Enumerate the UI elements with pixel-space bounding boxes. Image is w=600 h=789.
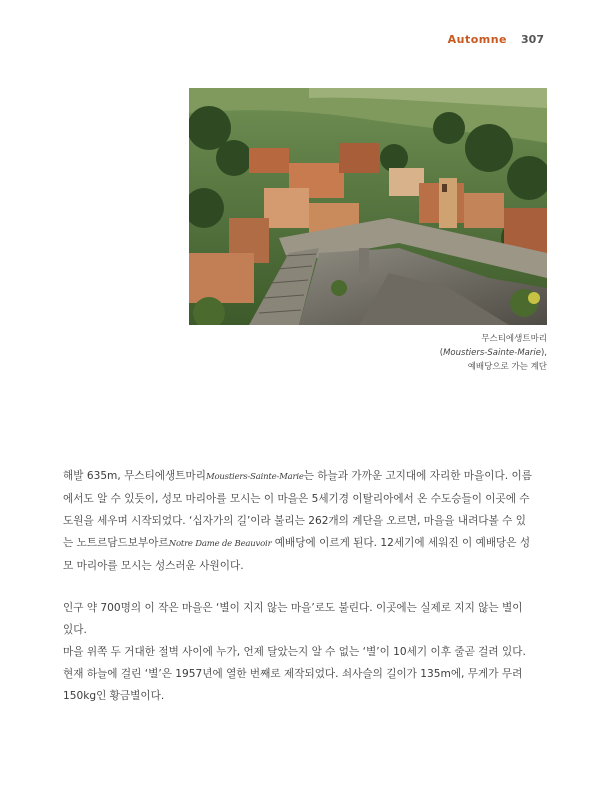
caption-line-2: (Moustiers-Sainte-Marie), xyxy=(439,348,547,358)
paragraph-1: 해발 635m, 무스티에생트마리Moustiers-Sainte-Marie는 하늘과 가까운 고지대에 자리한 마을이다. 이름에서도 알 수 있듯이, 성모 마리아를 모시는 이 마을은 5세기경 이탈리아에서 온 수도승들이 이곳에 수도원을 세우며 시작되었다. ‘십자가의 길’이라 불리는 262개의 계단을 오르면, 마을을 내려다볼 수 있는 노트르담드보부아르Notre Dame de Beauvoir 예배당에 이르게 된다. 12세기에 세워진 이 예배당은 성모 마리아를 모시는 성스러운 사원이다. xyxy=(63,470,532,572)
paragraph-2: 인구 약 700명의 이 작은 마을은 ‘별이 지지 않는 마을’로도 불린다. 이곳에는 실제로 지지 않는 별이 있다. xyxy=(63,602,523,636)
village-photo xyxy=(189,88,547,325)
caption-latin-name: Moustiers-Sainte-Marie xyxy=(443,348,541,358)
caption-line-1: 무스티에생트마리 xyxy=(481,334,547,344)
caption-line-3: 예배당으로 가는 계단 xyxy=(467,362,547,372)
page-number: 307 xyxy=(521,33,544,46)
french-name-notre-dame: Notre Dame de Beauvoir xyxy=(168,539,272,549)
photo-caption xyxy=(400,332,547,374)
body-text xyxy=(63,465,535,707)
running-header xyxy=(448,33,544,46)
paragraph-3: 마을 위쪽 두 거대한 절벽 사이에 누가, 언제 달았는지 알 수 없는 ‘별’이 10세기 이후 줄곧 걸려 있다. 현재 하늘에 걸린 ‘별’은 1957년에 열한 번째로 제작되었다. 쇠사슬의 길이가 135m에, 무게가 무려 150kg인 황금별이다. xyxy=(63,646,526,702)
french-name-moustiers: Moustiers-Sainte-Marie xyxy=(205,472,304,482)
section-title: Automne xyxy=(447,33,508,46)
